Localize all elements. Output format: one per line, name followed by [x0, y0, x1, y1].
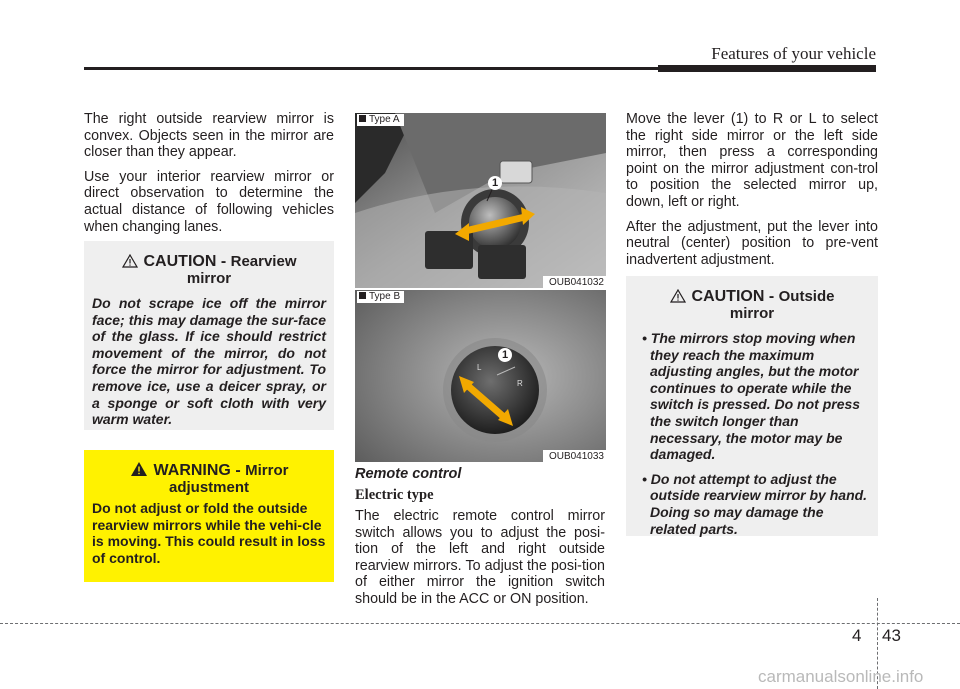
warning-body: Do not adjust or fold the outside rearview mirrors while the vehi-cle is moving. This could result in loss of control.	[92, 500, 326, 566]
column-right	[626, 111, 878, 268]
warning-label: WARNING -	[153, 462, 241, 479]
page-number: 43	[882, 626, 901, 645]
caution-subject-1: Rearview	[230, 253, 297, 270]
warning-title	[84, 450, 334, 496]
caution-box-rearview	[84, 241, 334, 430]
header-rule-accent	[658, 65, 876, 72]
callout-number: 1	[488, 176, 502, 190]
figure-type-label: Type A	[357, 114, 404, 126]
mirror-switch-photo-b	[355, 290, 606, 462]
column-left	[84, 111, 334, 235]
caution-subject-1: Outside	[778, 288, 835, 305]
caution-body: Do not scrape ice off the mirror face; this may damage the sur-face of the glass. If ice should restrict movement of the mirror, do not force the mirror for adjustment. To remove ice, use a deicer spray, or a sponge or soft cloth with very warm water.	[92, 295, 326, 428]
warning-triangle-icon	[122, 254, 138, 268]
section-number: 4	[852, 626, 862, 645]
subheading-electric-type: Electric type	[355, 487, 434, 503]
caution-subject-2: mirror	[729, 305, 775, 322]
heading-remote-control: Remote control	[355, 466, 462, 482]
paragraph-lane-change: Use your interior rearview mirror or direct observation to determine the actual distance of following vehicles when changing lanes.	[84, 168, 334, 235]
caution-title	[84, 241, 334, 287]
caution-label: CAUTION -	[691, 288, 775, 305]
bullet-item: • The mirrors stop moving when they reach the maximum adjusting angles, but the motor continues to operate while the switch is pressed. Do not press the switch longer than necessary, the motor may be damaged.	[642, 330, 861, 463]
warning-box-mirror	[84, 450, 334, 582]
caution-title	[626, 276, 878, 322]
footer-rule	[0, 623, 960, 624]
paragraph-convex-mirror: The right outside rearview mirror is convex. Objects seen in the mirror are closer than they appear.	[84, 111, 334, 161]
column-middle-text	[355, 466, 605, 608]
warning-triangle-icon	[670, 289, 686, 303]
svg-text:R: R	[517, 379, 523, 388]
paragraph-lever: Move the lever (1) to R or L to select the right side mirror or the left side mirror, then press a corresponding point on the mirror adjustment con-trol to position the selected mirror up, down, left or right.	[626, 111, 878, 210]
figure-code: OUB041033	[543, 450, 606, 462]
section-title: Features of your vehicle	[711, 44, 876, 63]
figure-code: OUB041032	[543, 276, 606, 288]
warning-subject-2: adjustment	[168, 479, 249, 496]
figure-type-b	[355, 290, 606, 462]
caution-box-outside-mirror	[626, 276, 878, 536]
caution-label: CAUTION -	[143, 253, 227, 270]
warning-triangle-icon	[130, 461, 148, 477]
figure-type-a	[355, 113, 606, 288]
watermark: carmanualsonline.info	[758, 667, 924, 686]
caution-bullets	[626, 322, 878, 537]
callout-number: 1	[498, 348, 512, 362]
warning-subject-1: Mirror	[245, 462, 289, 479]
mirror-switch-photo-a	[355, 113, 606, 288]
bullet-item: • Do not attempt to adjust the outside rearview mirror by hand. Doing so may damage the related parts.	[642, 470, 868, 537]
paragraph-neutral: After the adjustment, put the lever into neutral (center) position to pre-vent inadvertent adjustment.	[626, 218, 878, 268]
svg-text:L: L	[477, 363, 482, 372]
caution-subject-2: mirror	[186, 270, 232, 287]
paragraph-electric-remote: The electric remote control mirror switch allows you to adjust the posi-tion of the left and right outside rearview mirrors. To adjust the posi-tion of either mirror the ignition switch should be in the ACC or ON position.	[355, 508, 605, 607]
figure-type-label: Type B	[357, 291, 404, 303]
